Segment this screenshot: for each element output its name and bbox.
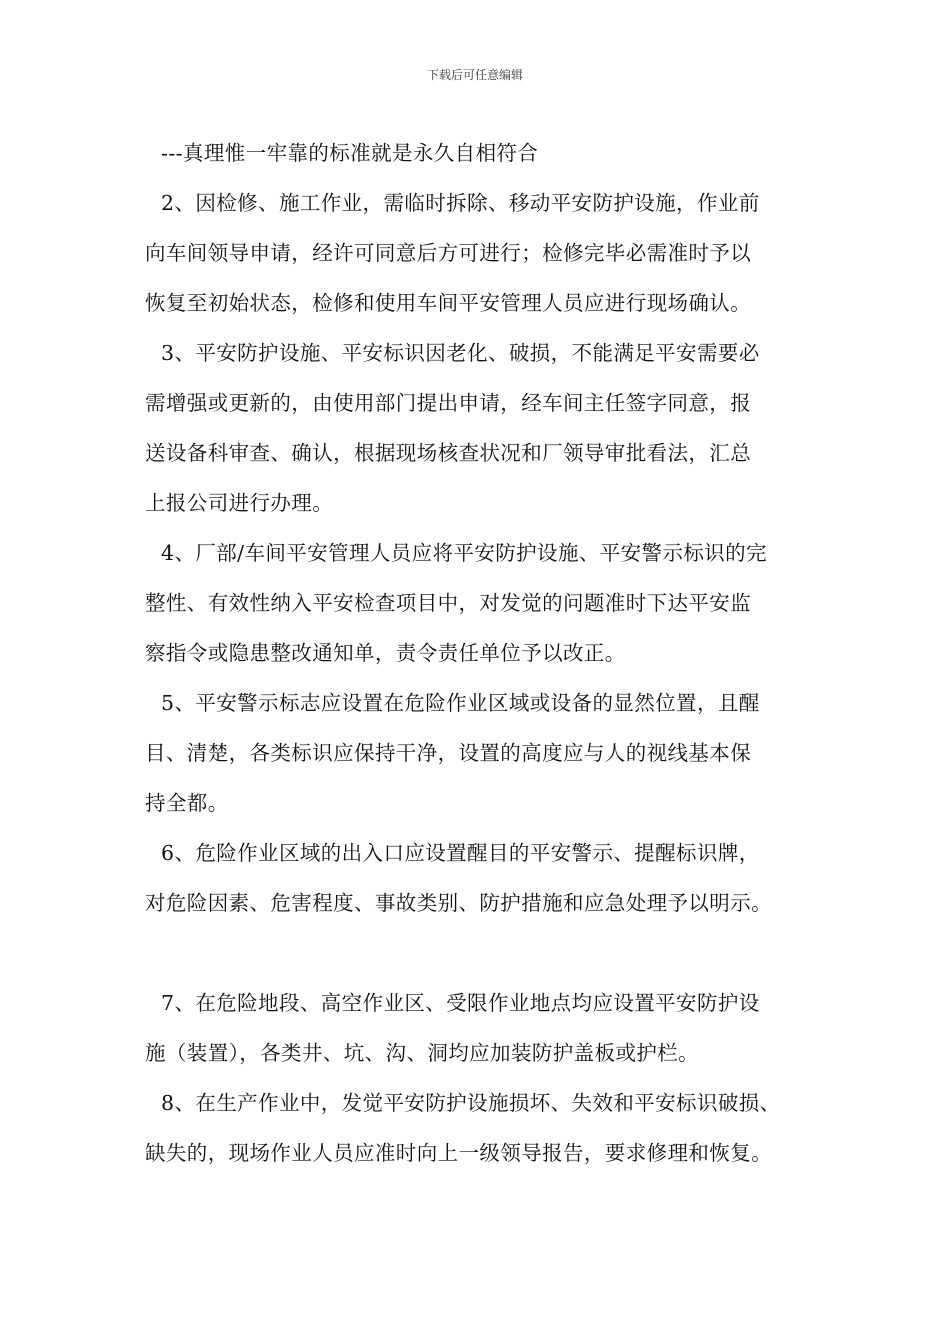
paragraph-line: 2、因检修、施工作业，需临时拆除、移动平安防护设施，作业前	[161, 191, 760, 215]
paragraph-line: 持全都。	[145, 791, 229, 815]
paragraph-line: 6、危险作业区域的出入口应设置醒目的平安警示、提醒标识牌，	[161, 841, 760, 865]
paragraph-line: 缺失的，现场作业人员应准时向上一级领导报告，要求修理和恢复。	[145, 1141, 772, 1165]
paragraph-line: 察指令或隐患整改通知单，责令责任单位予以改正。	[145, 641, 626, 665]
paragraph-line: 恢复至初始状态，检修和使用车间平安管理人员应进行现场确认。	[145, 291, 752, 315]
paragraph-line: 向车间领导申请，经许可同意后方可进行；检修完毕必需准时予以	[145, 241, 752, 265]
document-body	[145, 128, 835, 1178]
paragraph-line: 送设备科审查、确认，根据现场核查状况和厂领导审批看法，汇总	[145, 441, 752, 465]
paragraph-line: 8、在生产作业中，发觉平安防护设施损坏、失效和平安标识破损、	[161, 1091, 781, 1115]
paragraph-line: 施（装置），各类井、坑、沟、洞均应加装防护盖板或护栏。	[145, 1041, 700, 1065]
paragraph-line: 5、平安警示标志应设置在危险作业区域或设备的显然位置，且醒	[161, 691, 760, 715]
paragraph-line: 对危险因素、危害程度、事故类别、防护措施和应急处理予以明示。	[145, 891, 772, 915]
paragraph-line: 7、在危险地段、高空作业区、受限作业地点均应设置平安防护设	[161, 991, 760, 1015]
paragraph-gap	[145, 928, 835, 978]
paragraph-line: 需增强或更新的，由使用部门提出申请，经车间主任签字同意，报	[145, 391, 752, 415]
paragraph-line: 整性、有效性纳入平安检查项目中，对发觉的问题准时下达平安监	[145, 591, 752, 615]
page-header: 下载后可任意编辑	[426, 68, 523, 82]
paragraph-line: ---真理惟一牢靠的标准就是永久自相符合	[161, 141, 539, 165]
paragraph-line: 3、平安防护设施、平安标识因老化、破损，不能满足平安需要必	[161, 341, 760, 365]
paragraph-line: 目、清楚，各类标识应保持干净，设置的高度应与人的视线基本保	[145, 741, 752, 765]
paragraph-line: 上报公司进行办理。	[145, 491, 334, 515]
paragraph-line: 4、厂部/车间平安管理人员应将平安防护设施、平安警示标识的完	[161, 541, 767, 565]
